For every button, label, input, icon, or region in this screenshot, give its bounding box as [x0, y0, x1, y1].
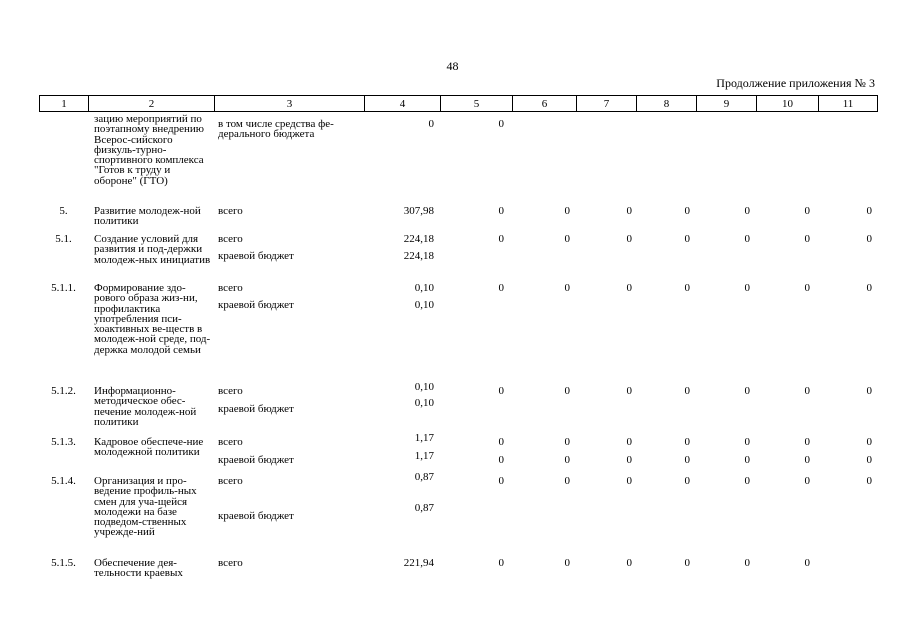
col-header-5: 5 — [441, 96, 513, 112]
cell-c11: 0 — [866, 205, 872, 217]
cell-c4: 0,10 — [414, 397, 434, 409]
cell-c4: 221,94 — [403, 557, 434, 569]
row-number: 5.1.5. — [51, 557, 76, 569]
row-source: всего — [218, 385, 243, 397]
cell-c4: 1,17 — [414, 432, 434, 444]
cell-c5: 0 — [498, 385, 504, 397]
cell-c4: 0 — [428, 118, 434, 130]
row-source: всего — [218, 557, 243, 569]
cell-c9: 0 — [744, 233, 750, 245]
cell-c7: 0 — [626, 475, 632, 487]
cell-c8: 0 — [684, 436, 690, 448]
cell-c6: 0 — [564, 205, 570, 217]
cell-c8: 0 — [684, 385, 690, 397]
cell-c11: 0 — [866, 436, 872, 448]
appendix-note: Продолжение приложения № 3 — [716, 76, 875, 90]
cell-c8: 0 — [684, 475, 690, 487]
row-name: Формирование здо-рового образа жиз-ни, профилактика употребления пси-хоактивных ве-ществ в молодеж-ной среде, под-держка молодой семьи — [94, 282, 211, 356]
cell-c11: 0 — [866, 385, 872, 397]
col-header-11: 11 — [819, 96, 878, 112]
row-name: зацию мероприятий по поэтапному внедрению Всерос-сийского физкуль-турно-спортивного комплекса "Готов к труду и обороне" (ГТО) — [94, 113, 204, 187]
row-source: всего — [218, 233, 243, 245]
cell-c5: 0 — [498, 557, 504, 569]
cell-c7: 0 — [626, 385, 632, 397]
row-name: Развитие молодеж-ной политики — [94, 205, 201, 228]
cell-c4: 0,87 — [414, 502, 434, 514]
cell-c10: 0 — [804, 436, 810, 448]
row-source: краевой бюджет — [218, 250, 294, 262]
column-header-row — [39, 95, 878, 112]
cell-c4: 0,10 — [414, 381, 434, 393]
col-header-10: 10 — [757, 96, 819, 112]
cell-c6: 0 — [564, 475, 570, 487]
cell-c9: 0 — [744, 475, 750, 487]
cell-c5: 0 — [498, 282, 504, 294]
row-source: всего — [218, 475, 243, 487]
cell-c10: 0 — [804, 557, 810, 569]
cell-c5: 0 — [498, 233, 504, 245]
row-name: Обеспечение дея-тельности краевых — [94, 557, 183, 580]
cell-c4: 0,10 — [414, 282, 434, 294]
page-number: 48 — [446, 59, 459, 73]
cell-c9: 0 — [744, 436, 750, 448]
row-source: краевой бюджет — [218, 454, 294, 466]
cell-c11: 0 — [866, 475, 872, 487]
cell-c10: 0 — [804, 282, 810, 294]
row-number: 5.1.3. — [51, 436, 76, 448]
cell-c7: 0 — [626, 233, 632, 245]
cell-c4: 0,10 — [414, 299, 434, 311]
row-source: краевой бюджет — [218, 403, 294, 415]
col-header-7: 7 — [577, 96, 637, 112]
col-header-3: 3 — [215, 96, 365, 112]
cell-c4: 1,17 — [414, 450, 434, 462]
cell-c4: 224,18 — [403, 250, 434, 262]
cell-c10: 0 — [804, 205, 810, 217]
cell-c6: 0 — [564, 454, 570, 466]
cell-c6: 0 — [564, 385, 570, 397]
row-source: всего — [218, 436, 243, 448]
row-source: краевой бюджет — [218, 510, 294, 522]
cell-c7: 0 — [626, 205, 632, 217]
row-name: Организация и про-ведение профиль-ных смен для уча-щейся молодежи на базе подведом-ственных учрежде-ний — [94, 475, 197, 539]
row-number: 5. — [59, 205, 68, 217]
row-number: 5.1.4. — [51, 475, 76, 487]
cell-c5: 0 — [498, 118, 504, 130]
cell-c8: 0 — [684, 282, 690, 294]
col-header-4: 4 — [365, 96, 441, 112]
row-name: Информационно-методическое обес-печение молодеж-ной политики — [94, 385, 197, 428]
row-number: 5.1.1. — [51, 282, 76, 294]
cell-c4: 0,87 — [414, 471, 434, 483]
cell-c6: 0 — [564, 282, 570, 294]
cell-c8: 0 — [684, 454, 690, 466]
cell-c8: 0 — [684, 557, 690, 569]
col-header-6: 6 — [513, 96, 577, 112]
cell-c9: 0 — [744, 282, 750, 294]
cell-c10: 0 — [804, 385, 810, 397]
cell-c6: 0 — [564, 233, 570, 245]
col-header-2: 2 — [89, 96, 215, 112]
col-header-1: 1 — [40, 96, 89, 112]
cell-c5: 0 — [498, 454, 504, 466]
cell-c9: 0 — [744, 385, 750, 397]
cell-c10: 0 — [804, 233, 810, 245]
cell-c8: 0 — [684, 205, 690, 217]
col-header-9: 9 — [697, 96, 757, 112]
row-number: 5.1. — [55, 233, 72, 245]
row-name: Кадровое обеспече-ние молодежной политики — [94, 436, 204, 459]
cell-c11: 0 — [866, 454, 872, 466]
row-name: Создание условий для развития и под-держки молодеж-ных инициатив — [94, 233, 211, 266]
row-source: всего — [218, 205, 243, 217]
cell-c5: 0 — [498, 475, 504, 487]
cell-c9: 0 — [744, 557, 750, 569]
row-source: краевой бюджет — [218, 299, 294, 311]
col-header-8: 8 — [637, 96, 697, 112]
cell-c5: 0 — [498, 436, 504, 448]
cell-c11: 0 — [866, 233, 872, 245]
row-number: 5.1.2. — [51, 385, 76, 397]
cell-c4: 224,18 — [403, 233, 434, 245]
cell-c7: 0 — [626, 557, 632, 569]
cell-c10: 0 — [804, 475, 810, 487]
cell-c7: 0 — [626, 454, 632, 466]
cell-c5: 0 — [498, 205, 504, 217]
cell-c7: 0 — [626, 436, 632, 448]
cell-c10: 0 — [804, 454, 810, 466]
cell-c9: 0 — [744, 454, 750, 466]
cell-c9: 0 — [744, 205, 750, 217]
cell-c7: 0 — [626, 282, 632, 294]
cell-c6: 0 — [564, 557, 570, 569]
row-source: всего — [218, 282, 243, 294]
cell-c11: 0 — [866, 282, 872, 294]
cell-c6: 0 — [564, 436, 570, 448]
cell-c4: 307,98 — [403, 205, 434, 217]
cell-c8: 0 — [684, 233, 690, 245]
row-source: в том числе средства фе-дерального бюджета — [218, 118, 334, 141]
